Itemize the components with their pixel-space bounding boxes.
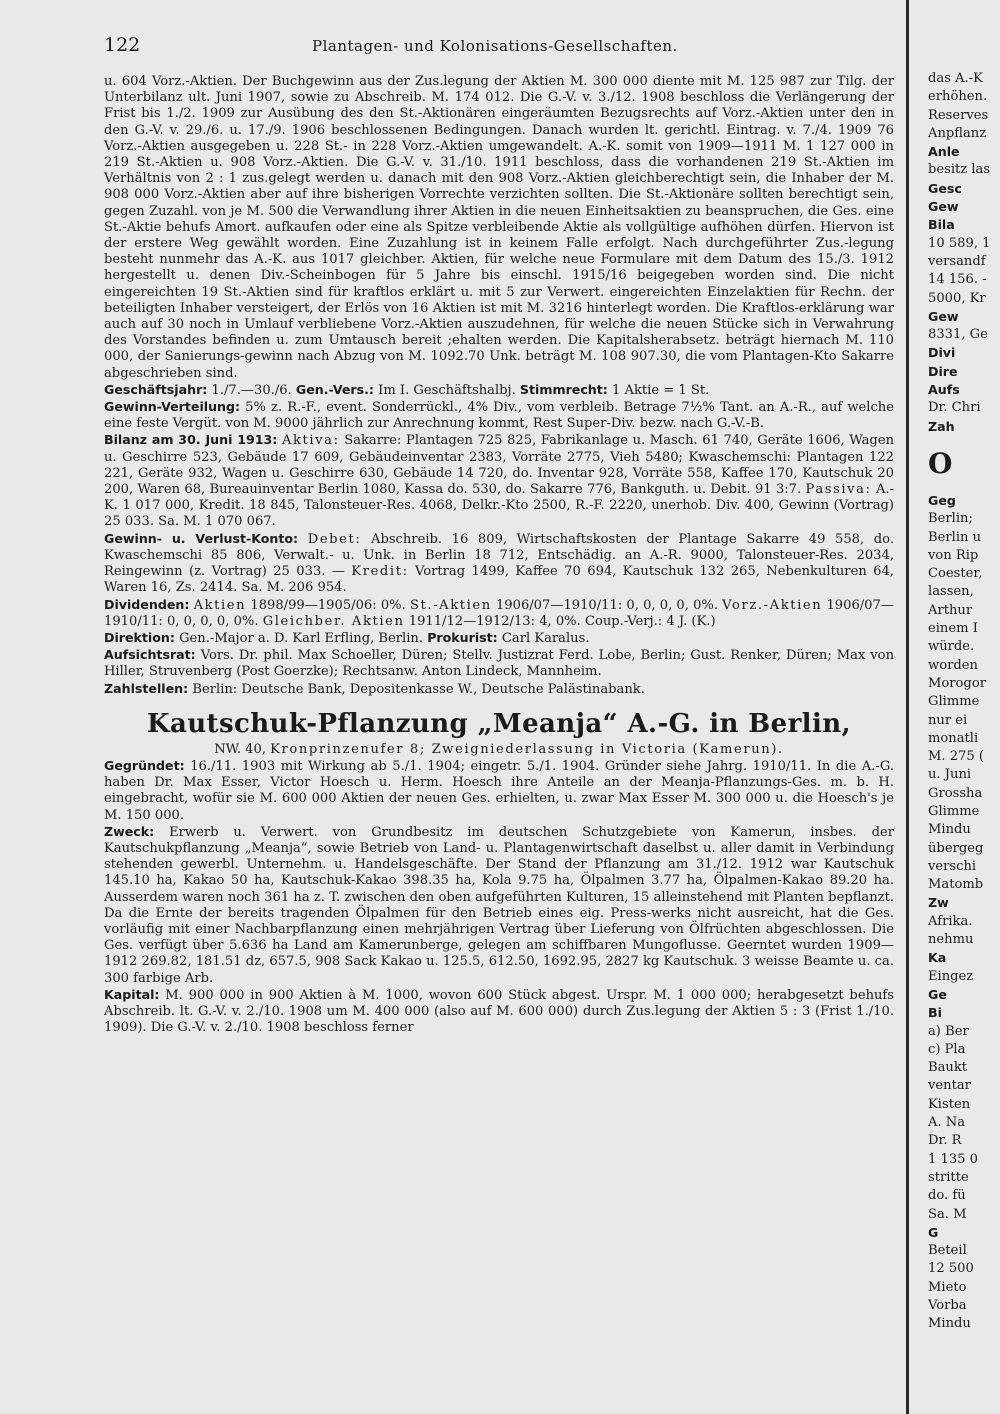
gewinnverteilung-text: 5% z. R.-F., event. Sonderrückl., 4% Div., vom verbleib. Betrage 7½% Tant. an A.-R., auf welche eine feste Vergüt. von M. 9000 jährlich zur Anrechnung kommt, Rest Super-Div. bezw. nach G.-V.-B. — [104, 400, 894, 432]
right-column-line: Baukt — [928, 1060, 968, 1076]
direktion-entry — [104, 630, 894, 647]
right-column-line: Gew — [928, 199, 959, 215]
right-column-line: Dr. Chri — [928, 400, 981, 416]
right-column-line: würde. — [928, 639, 975, 655]
right-column-line: nehmu — [928, 932, 974, 948]
right-column-line: Zah — [928, 418, 955, 434]
gegruendet-text: 16./11. 1903 mit Wirkung ab 5./1. 1904; eingetr. 5./1. 1904. Gründer siehe Jahrg. 1910/11. In die A.-G. haben Dr. Max Esser, Victor Hoesch u. Herm. Hoesch ihre Anteile an der Meanja-Pflanzungs-Ges. m. b. H. eingebracht, wofür sie M. 600 000 Aktien der neuen Ges. erhielten, u. zwar Max Esser M. 300 000 u. die Hoesch's je M. 150 000. — [104, 758, 894, 823]
right-column-line: ventar — [928, 1078, 971, 1094]
right-column-line: Reserves — [928, 107, 989, 123]
right-column-line: übergeg — [928, 840, 984, 856]
zweck-label: Zweck: — [104, 823, 155, 839]
geschaeftsjahr-entry — [104, 382, 894, 399]
main-column — [104, 74, 894, 1036]
right-column-line: Geg — [928, 492, 956, 508]
right-column-line: versandf — [928, 253, 986, 269]
zweck-text: Erwerb u. Verwert. von Grundbesitz im deutschen Schutzgebiete von Kamerun, insbes. der Kautschukpflanzung „Meanja“, sowie Betrieb von Land- u. Plantagenwirtschaft daselbst u. aller damit in Verbindung stehenden gewerbl. Unternehm. u. Handelsgeschäfte. Der Stand der Pflanzung am 31./12. 1912 war Kautschuk 145.10 ha, Kakao 50 ha, Kautschuk-Kakao 398.35 ha, Kola 9.75 ha, Ölpalmen 3.77 ha, Ölpalmen-Kakao 89.20 ha. Ausserdem waren noch 361 ha z. T. zwischen den oben aufgeführten Kulturen, 15 alleinstehend mit Planten bepflanzt. Da die Ernte der bereits tragenden Ölpalmen für den Betrieb eines eig. Press-werks nicht ausreicht, hat die Ges. vorläufig mit einer Nachbarpflanzung einen mehrjährigen Vertrag über Lieferung von Ölfrüchten abgeschlossen. Die Ges. verfügt über 5.636 ha Land am Kamerunberge, gelegen am schiffbaren Mungoflusse. Geerntet wurden 1909—1912 269.82, 181.51 dz, 657.5, 908 Sack Kakao u. 125.5, 612.50, 1692.95, 2827 kg Kautschuk. 3 weisse Beamte u. ca. 300 farbige Arb. — [104, 824, 894, 986]
aufsichtsrat-text: Vors. Dr. phil. Max Schoeller, Düren; Stellv. Justizrat Ferd. Lobe, Berlin; Gust. Renker, Düren; Max von Hiller, Struvenberg (Post Goerzke); Rechtsanw. Anton Lindeck, Mannheim. — [104, 648, 894, 680]
running-title: Plantagen- und Kolonisations-Gesellschaften. — [312, 37, 678, 55]
right-column-line: Mieto — [928, 1279, 967, 1295]
guv-debet-text: Abschreib. 16 809, Wirtschaftskosten der Plantage Sakarre 49 558, do. Kwaschemschi 85 806, Verwalt.- u. Unk. in Berlin 18 712, Entschädig. an A.-R. 9000, Talonsteuer-Res. 2034, Reingewinn (z. Vortrag) 25 033. — — [104, 531, 894, 580]
geschaeftsjahr-label: Geschäftsjahr: — [104, 381, 208, 397]
guv-entry — [104, 531, 894, 597]
right-column-line: Grossha — [928, 785, 983, 801]
bilanz-aktiva-label: Aktiva: — [281, 433, 340, 449]
right-column-line: verschi — [928, 858, 977, 874]
right-column-line: Coester, — [928, 566, 983, 582]
guv-kredit-text: Vortrag 1499, Kaffee 70 694, Kautschuk 132 265, Nebenkulturen 64, Waren 16, Zs. 2414. Sa. M. 206 954. — [104, 564, 894, 596]
prokurist-text: Carl Karalus. — [501, 630, 590, 646]
right-column-line: Eingez — [928, 968, 974, 984]
zahlstellen-text: Berlin: Deutsche Bank, Depositenkasse W., Deutsche Palästinabank. — [192, 681, 645, 697]
guv-debet-label: Debet: — [307, 531, 362, 547]
bilanz-passiva-label: Passiva: — [805, 482, 872, 498]
company-address-district: NW. 40, — [214, 741, 266, 757]
gegruendet-entry — [104, 758, 894, 824]
right-column-line: A. Na — [928, 1115, 966, 1131]
right-column-line: Divi — [928, 345, 956, 361]
bilanz-label: Bilanz am 30. Juni 1913: — [104, 432, 278, 448]
company-title: Kautschuk-Pflanzung „Meanja“ A.-G. in Berlin, — [147, 708, 851, 739]
column-divider-rule — [906, 0, 909, 1414]
right-column-line: Aufs — [928, 382, 960, 398]
gewinnverteilung-entry — [104, 399, 894, 432]
bilanz-entry — [104, 432, 894, 530]
geschaeftsjahr-text: 1./7.—30./6. — [211, 382, 292, 398]
right-column-line: a) Ber — [928, 1023, 969, 1039]
guv-kredit-label: Kredit: — [351, 564, 409, 580]
dividenden-st-label: St.-Aktien — [409, 597, 492, 613]
dividenden-st-text: 1906/07—1910/11: 0, 0, 0, 0, 0%. — [495, 597, 718, 613]
kapital-label: Kapital: — [104, 986, 160, 1002]
right-column-line: Vorba — [928, 1298, 967, 1313]
right-column-line: Ge — [928, 986, 947, 1002]
right-column-line: Mindu — [928, 822, 971, 838]
company-address — [104, 742, 894, 758]
genvers-label: Gen.-Vers.: — [295, 381, 374, 397]
right-column-line: von Rip — [928, 547, 979, 563]
right-column-line: u. Juni — [928, 767, 972, 783]
right-column-line: Mindu — [928, 1316, 971, 1332]
right-column-line: Sa. M — [928, 1206, 967, 1222]
right-column-line: nur ei — [928, 712, 968, 728]
right-column-line: 5000, Kr — [928, 290, 986, 306]
zweck-entry — [104, 824, 894, 987]
company-address-street: Kronprinzenufer 8; Zweigniederlassung in Victoria (Kamerun). — [270, 741, 784, 757]
right-column-line: monatli — [928, 730, 979, 746]
dividenden-gleich-text: 1911/12—1912/13: 4, 0%. Coup.-Verj.: 4 J. (K.) — [408, 613, 716, 629]
right-column-line: stritte — [928, 1169, 969, 1185]
dividenden-gleich-label: Gleichber. Aktien — [262, 613, 405, 629]
kapital-entry — [104, 987, 894, 1037]
right-column-line: O — [928, 446, 953, 480]
right-column-fragment — [928, 70, 1000, 1334]
genvers-text: Im I. Geschäftshalbj. — [378, 382, 516, 398]
right-column-line: einem I — [928, 621, 978, 637]
right-column-line: worden — [928, 657, 978, 673]
right-column-line: Bi — [928, 1005, 942, 1021]
zahlstellen-entry — [104, 681, 894, 698]
bilanz-aktiva-text: Sakarre: Plantagen 725 825, Fabrikanlage u. Masch. 61 740, Geräte 1606, Wagen u. Geschirre 523, Gebäude 17 609, Gebäudeinventar 2383, Vorräte 2775, Vieh 5480; Kwaschemschi: Plantagen 122 221, Geräte 932, Wagen u. Geschirre 630, Gebäude 14 720, do. Inventar 928, Vorräte 558, Kaffee 170, Kautschuk 20 200, Waren 68, Bureauinventar Berlin 1080, Kassa do. 530, do. Sakarre 776, Bankguth. u. Debit. 91 3:7. — [104, 433, 894, 498]
right-column-line: Anle — [928, 144, 960, 160]
right-column-line: 8331, Ge — [928, 327, 988, 343]
right-column-line: Gew — [928, 308, 959, 324]
aufsichtsrat-label: Aufsichtsrat: — [104, 647, 196, 663]
right-column-line: Dire — [928, 363, 958, 379]
right-column-line: Ka — [928, 950, 947, 966]
gewinnverteilung-label: Gewinn-Verteilung: — [104, 399, 241, 415]
bilanz-passiva-text: A.-K. 1 017 000, Kredit. 18 845, Talonsteuer-Res. 4068, Delkr.-Kto 2500, R.-F. 2220, unerhob. Div. 400, Gewinn (Vortrag) 25 033. Sa. M. 1 070 067. — [104, 482, 894, 530]
right-column-line: G — [928, 1224, 939, 1240]
dividenden-aktien-text: 1898/99—1905/06: 0%. — [250, 597, 406, 613]
right-column-line: Afrika. — [928, 913, 973, 929]
right-column-line: Glimme — [928, 694, 980, 710]
right-column-line: Berlin u — [928, 529, 982, 545]
stimmrecht-label: Stimmrecht: — [519, 381, 608, 397]
dividenden-vorz-label: Vorz.-Aktien — [722, 597, 823, 613]
right-column-line: Matomb — [928, 877, 984, 893]
right-column-line: M. 275 ( — [928, 749, 984, 765]
right-column-line: do. fü — [928, 1188, 966, 1204]
gegruendet-label: Gegründet: — [104, 757, 185, 773]
dividenden-vorz-text: 1906/07—1910/11: 0, 0, 0, 0, 0%. — [104, 597, 894, 629]
prev-entry-intro: u. 604 Vorz.-Aktien. Der Buchgewinn aus der Zus.legung der Aktien M. 300 000 diente mit M. 125 987 zur Tilg. der Unterbilanz ult. Juni 1907, sowie zu Abschreib. M. 174 012. Die G.-V. v. 3./12. 1908 beschloss die Verlängerung der Frist bis 1./2. 1909 zur Ausübung des den St.-Aktionären eingeräumten Bezugsrechts auf Vorz.-Aktien unter den in den G.-V. v. 29./6. u. 17./9. 1906 beschlossenen Bedingungen. Danach wurden lt. gerichtl. Eintrag. v. 7./4. 1909 76 Vorz.-Aktien ausgegeben u. 228 St.- in 228 Vorz.-Aktien umgewandelt. A.-K. somit von 1909—1911 M. 1 127 000 in 219 St.-Aktien u. 908 Vorz.-Aktien. Die G.-V. v. 31./10. 1911 beschloss, dass die vorhandenen 219 St.-Aktien im Verhältnis von 2 : 1 zus.gelegt werden u. danach mit den 908 Vorz.-Aktien gleichberechtigt sein, die Inhaber der M. 908 000 Vorz.-Aktien aber auf ihre bisherigen Vorrechte verzichten sollten. Die St.-Aktionäre sollten berechtigt sein, gegen Zuzahl. von je M. 500 die Verwandlung ihrer Aktien in die neuen Einheitsaktien zu beanspruchen, die Ges. eine St.-Aktie behufs Amort. aufkaufen oder eine als Spitze verbleibende Aktie als vollgültige aufhöhen dürfen. Hiervon ist der erstere Weg gewählt worden. Eine Zuzahlung ist in keinem Falle erfolgt. Nach durchgeführter Zus.-legung besteht nunmehr das A.-K. aus 1017 gleichber. Aktien, für welche neue Formulare mit dem Datum des 15./3. 1912 hergestellt u. denen Div.-Scheinbogen für 5 Jahre bis einschl. 1915/16 beigegeben worden sind. Die nicht eingereichten 19 St.-Aktien sind für kraftlos erklärt u. mit 5 zur Verwert. eingereichten Einzelaktien für Rechn. der beteiligten Inhaber versteigert, der Erlös von 16 Aktien ist mit M. 3216 hinterlegt worden. Die Kraftlos-erklärung war auch auf 30 noch in Umlauf verbliebene Vorz.-Aktien auszudehnen, für welche die neuen Stücke sich in Verwahrung des Vorstandes befinden u. zum Umtausch bereit ;ehalten werden. Die Kapitalsherabsetz. beträgt hiernach M. 110 000, der Sanierungs-gewinn nach Abzug von M. 1092.70 Unk. beträgt M. 108 907.30, die vom Plantagen-Kto Sakarre abgeschrieben sind. — [104, 74, 894, 381]
dividenden-entry — [104, 597, 894, 630]
dividenden-label: Dividenden: — [104, 596, 190, 612]
kapital-text: M. 900 000 in 900 Aktien à M. 1000, wovon 600 Stück abgest. Urspr. M. 1 000 000; herabgesetzt behufs Abschreib. lt. G.-V. v. 2./10. 1908 um M. 400 000 (also auf M. 600 000) durch Zus.legung der Aktien 5 : 3 (Frist 1./10. 1909). Die G.-V. v. 2./10. 1908 beschloss ferner — [104, 987, 894, 1036]
right-column-line: lassen, — [928, 584, 974, 600]
right-column-line: Beteil — [928, 1243, 967, 1259]
prokurist-label: Prokurist: — [427, 629, 498, 645]
right-column-line: besitz las — [928, 162, 991, 178]
right-column-line: c) Pla — [928, 1041, 966, 1057]
right-column-line: erhöhen. — [928, 89, 988, 105]
right-column-line: Bila — [928, 217, 955, 233]
right-column-line: 10 589, 1 — [928, 235, 991, 251]
dividenden-aktien-label: Aktien — [193, 597, 247, 613]
direktion-text: Gen.-Major a. D. Karl Erfling, Berlin. — [179, 630, 424, 646]
right-column-line: Gesc — [928, 180, 962, 196]
right-column-line: Berlin; — [928, 511, 973, 527]
right-column-line: Dr. R — [928, 1133, 962, 1149]
right-column-line: Glimme — [928, 803, 980, 819]
right-column-line: Morogor — [928, 675, 986, 691]
aufsichtsrat-entry — [104, 647, 894, 680]
right-column-line: das A.-K — [928, 71, 983, 86]
zahlstellen-label: Zahlstellen: — [104, 680, 189, 696]
guv-label: Gewinn- u. Verlust-Konto: — [104, 530, 299, 546]
right-column-line: 12 500 — [928, 1261, 974, 1277]
right-column-line: 1 135 0 — [928, 1151, 978, 1167]
right-column-line: Arthur — [928, 602, 973, 618]
right-column-line: Kisten — [928, 1096, 971, 1112]
stimmrecht-text: 1 Aktie = 1 St. — [612, 382, 710, 398]
right-column-line: Zw — [928, 895, 949, 911]
right-column-line: 14 156. - — [928, 272, 987, 288]
direktion-label: Direktion: — [104, 629, 175, 645]
page-number: 122 — [104, 34, 141, 56]
right-column-line: Anpflanz — [928, 125, 987, 141]
